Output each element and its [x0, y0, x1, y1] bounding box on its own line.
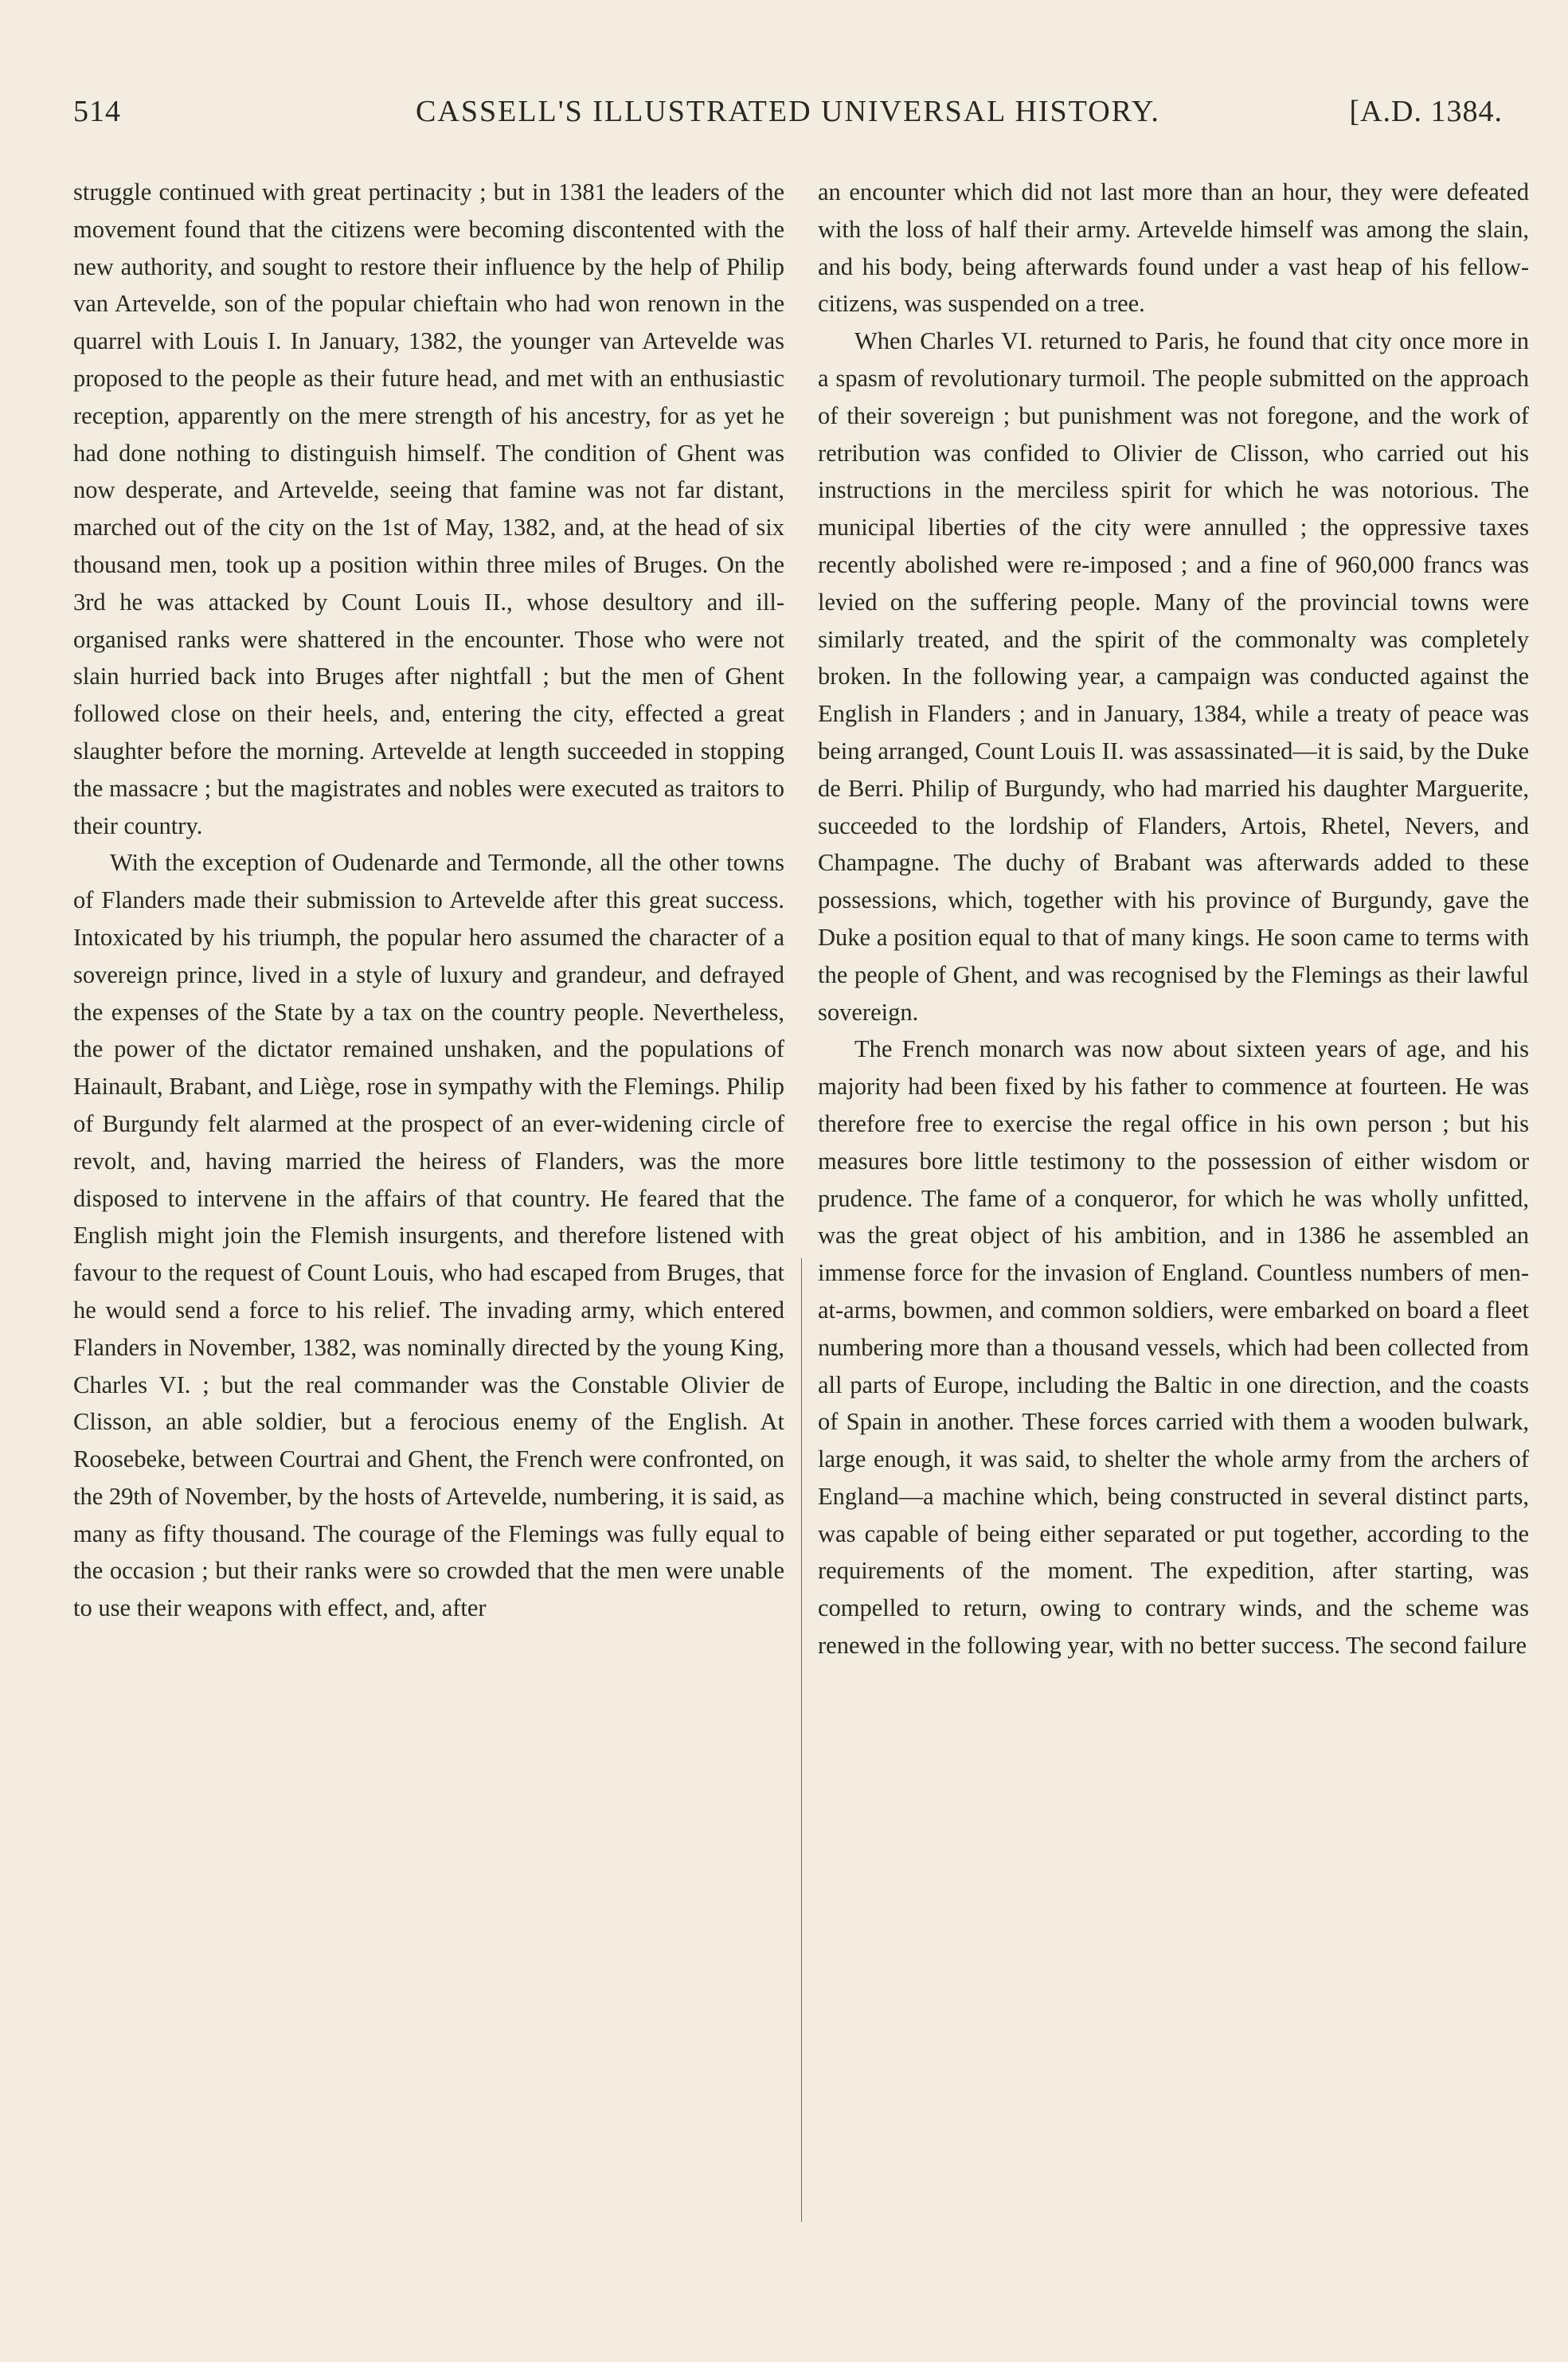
left-column: [73, 174, 784, 1627]
running-title: CASSELL'S ILLUSTRATED UNIVERSAL HISTORY.: [416, 95, 1160, 128]
page-number: 514: [73, 95, 121, 128]
paragraph: an encounter which did not last more than an hour, they were defeated with the loss of half their army. Artevelde himself was among the slain, and his body, being afterwards found under a vast heap of his fellow-citizens, was suspended on a tree.: [818, 178, 1529, 318]
right-column: [818, 174, 1529, 1664]
paragraph: With the exception of Oudenarde and Termonde, all the other towns of Flanders made their submission to Artevelde after this great success. Intoxicated by his triumph, the popular hero assumed the character of a sovereign prince, lived in a style of luxury and grandeur, and defrayed the expenses of the State by a tax on the country people. Nevertheless, the power of the dictator remained unshaken, and the populations of Hainault, Brabant, and Liège, rose in sympathy with the Flemings. Philip of Burgundy felt alarmed at the prospect of an ever-widening circle of revolt, and, having married the heiress of Flanders, was the more disposed to intervene in the affairs of that country. He feared that the English might join the Flemish insurgents, and therefore listened with favour to the request of Count Louis, who had escaped from Bruges, that he would send a force to his relief. The invading army, which entered Flanders in November, 1382, was nominally directed by the young King, Charles VI. ; but the real commander was the Constable Olivier de Clisson, an able soldier, but a ferocious enemy of the English. At Roosebeke, between Courtrai and Ghent, the French were confronted, on the 29th of November, by the hosts of Artevelde, numbering, it is said, as many as fifty thousand. The courage of the Flemings was fully equal to the occasion ; but their ranks were so crowded that the men were unable to use their weapons with effect, and, after: [73, 849, 784, 1622]
paragraph: struggle continued with great pertinacity ; but in 1381 the leaders of the movement found that the citizens were becoming discontented with the new authority, and sought to restore their influence by the help of Philip van Artevelde, son of the popular chieftain who had won renown in the quarrel with Louis I. In January, 1382, the younger van Artevelde was proposed to the people as their future head, and met with an enthusiastic reception, apparently on the mere strength of his ancestry, for as yet he had done nothing to distinguish himself. The condition of Ghent was now desperate, and Artevelde, seeing that famine was not far distant, marched out of the city on the 1st of May, 1382, and, at the head of six thousand men, took up a position within three miles of Bruges. On the 3rd he was attacked by Count Louis II., whose desultory and ill-organised ranks were shattered in the encounter. Those who were not slain hurried back into Bruges after nightfall ; but the men of Ghent followed close on their heels, and, entering the city, effected a great slaughter before the morning. Artevelde at length succeeded in stopping the massacre ; but the magistrates and nobles were executed as traitors to their country.: [73, 178, 784, 839]
running-date: [A.D. 1384.: [1349, 95, 1503, 128]
column-divider: [801, 1258, 802, 2222]
running-header: [73, 94, 1503, 134]
paragraph: When Charles VI. returned to Paris, he found that city once more in a spasm of revolutionary turmoil. The people submitted on the approach of their sovereign ; but punishment was not foregone, and the work of retribution was confided to Olivier de Clisson, who carried out his instructions in the merciless spirit for which he was notorious. The municipal liberties of the city were annulled ; the oppressive taxes recently abolished were re-imposed ; and a fine of 960,000 francs was levied on the suffering people. Many of the provincial towns were similarly treated, and the spirit of the commonalty was completely broken. In the following year, a campaign was conducted against the English in Flanders ; and in January, 1384, while a treaty of peace was being arranged, Count Louis II. was assassinated—it is said, by the Duke de Berri. Philip of Burgundy, who had married his daughter Marguerite, succeeded to the lordship of Flanders, Artois, Rhetel, Nevers, and Champagne. The duchy of Brabant was afterwards added to these possessions, which, together with his province of Burgundy, gave the Duke a position equal to that of many kings. He soon came to terms with the people of Ghent, and was recognised by the Flemings as their lawful sovereign.: [818, 327, 1529, 1026]
paragraph: The French monarch was now about sixteen years of age, and his majority had been fixed by his father to commence at fourteen. He was therefore free to exercise the regal office in his own person ; but his measures bore little testimony to the possession of either wisdom or prudence. The fame of a conqueror, for which he was wholly unfitted, was the great object of his ambition, and in 1386 he assembled an immense force for the invasion of England. Countless numbers of men-at-arms, bowmen, and common soldiers, were embarked on board a fleet numbering more than a thousand vessels, which had been collected from all parts of Europe, including the Baltic in one direction, and the coasts of Spain in another. These forces carried with them a wooden bulwark, large enough, it was said, to shelter the whole army from the archers of England—a machine which, being constructed in several distinct parts, was capable of being either separated or put together, according to the requirements of the moment. The expedition, after starting, was compelled to return, owing to contrary winds, and the scheme was renewed in the following year, with no better success. The second failure: [818, 1035, 1529, 1660]
